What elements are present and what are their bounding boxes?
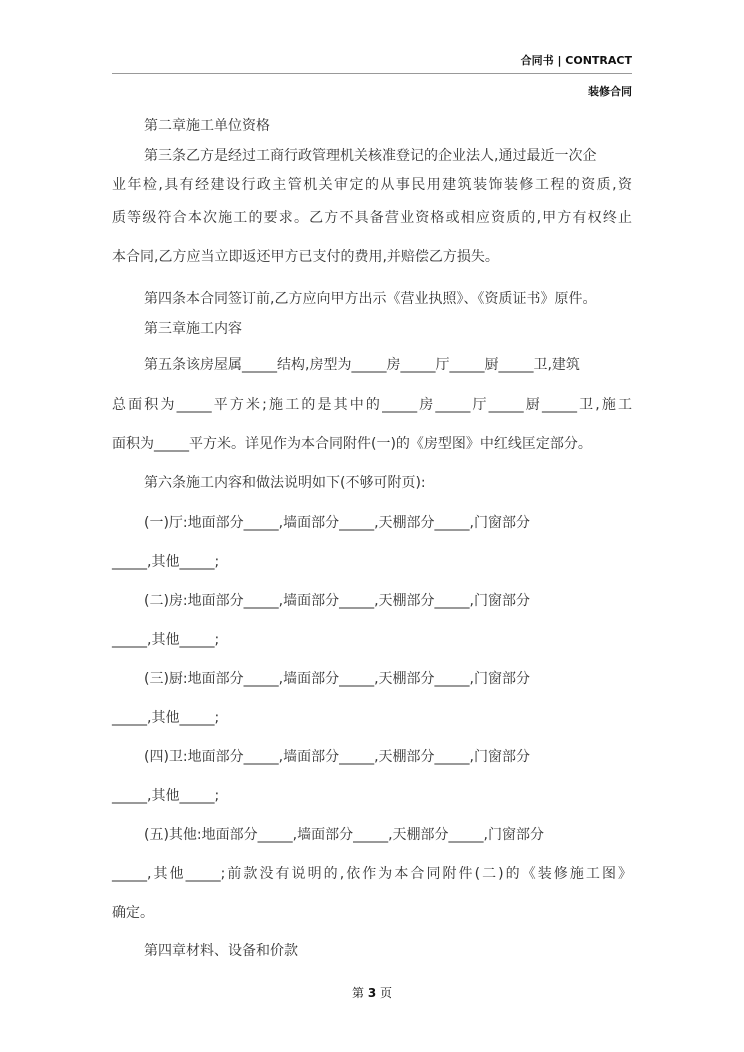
paragraph-line: 第四条本合同签订前,乙方应向甲方出示《营业执照》、《资质证书》原件。 (144, 291, 597, 307)
paragraph-line: (四)卫:地面部分_____,墙面部分_____,天棚部分_____,门窗部分 (144, 749, 530, 765)
paragraph-line: 质等级符合本次施工的要求。乙方不具备营业资格或相应资质的,甲方有权终止 (112, 210, 632, 226)
footer-suffix: 页 (380, 986, 393, 1000)
paragraph-line: 第五条该房屋属_____结构,房型为_____房_____厅_____厨_____卫,建筑 (144, 357, 580, 373)
footer-prefix: 第 (351, 986, 364, 1000)
paragraph-line: 本合同,乙方应当立即返还甲方已支付的费用,并赔偿乙方损失。 (112, 249, 499, 265)
header-subtitle: 装修合同 (588, 85, 632, 98)
page-footer (0, 984, 744, 1001)
paragraph-line: 第六条施工内容和做法说明如下(不够可附页): (144, 475, 426, 491)
paragraph-line: (一)厅:地面部分_____,墙面部分_____,天棚部分_____,门窗部分 (144, 515, 530, 531)
header-title: 合同书 | CONTRACT (520, 54, 632, 67)
paragraph-line: 业年检,具有经建设行政主管机关审定的从事民用建筑装饰装修工程的资质,资 (112, 177, 632, 193)
header-rule (112, 73, 632, 74)
paragraph-line: (五)其他:地面部分_____,墙面部分_____,天棚部分_____,门窗部分 (144, 827, 544, 843)
paragraph-line: 面积为_____平方米。详见作为本合同附件(一)的《房型图》中红线匡定部分。 (112, 436, 592, 452)
paragraph-line: _____,其他_____;前款没有说明的,依作为本合同附件(二)的《装修施工图》 (112, 866, 632, 882)
paragraph-line: _____,其他_____; (112, 788, 220, 804)
paragraph-line: _____,其他_____; (112, 710, 220, 726)
paragraph-line: _____,其他_____; (112, 554, 220, 570)
paragraph-line: (三)厨:地面部分_____,墙面部分_____,天棚部分_____,门窗部分 (144, 671, 530, 687)
paragraph-line: 总面积为_____平方米;施工的是其中的_____房_____厅_____厨_____卫,施工 (112, 397, 632, 413)
chapter-heading: 第二章施工单位资格 (144, 118, 270, 134)
paragraph-line: _____,其他_____; (112, 632, 220, 648)
chapter-heading: 第三章施工内容 (144, 321, 242, 337)
paragraph-line: 确定。 (112, 905, 154, 921)
chapter-heading: 第四章材料、设备和价款 (144, 943, 298, 959)
page-number: 3 (367, 986, 377, 1000)
paragraph-line: 第三条乙方是经过工商行政管理机关核准登记的企业法人,通过最近一次企 (144, 148, 597, 164)
paragraph-line: (二)房:地面部分_____,墙面部分_____,天棚部分_____,门窗部分 (144, 593, 530, 609)
